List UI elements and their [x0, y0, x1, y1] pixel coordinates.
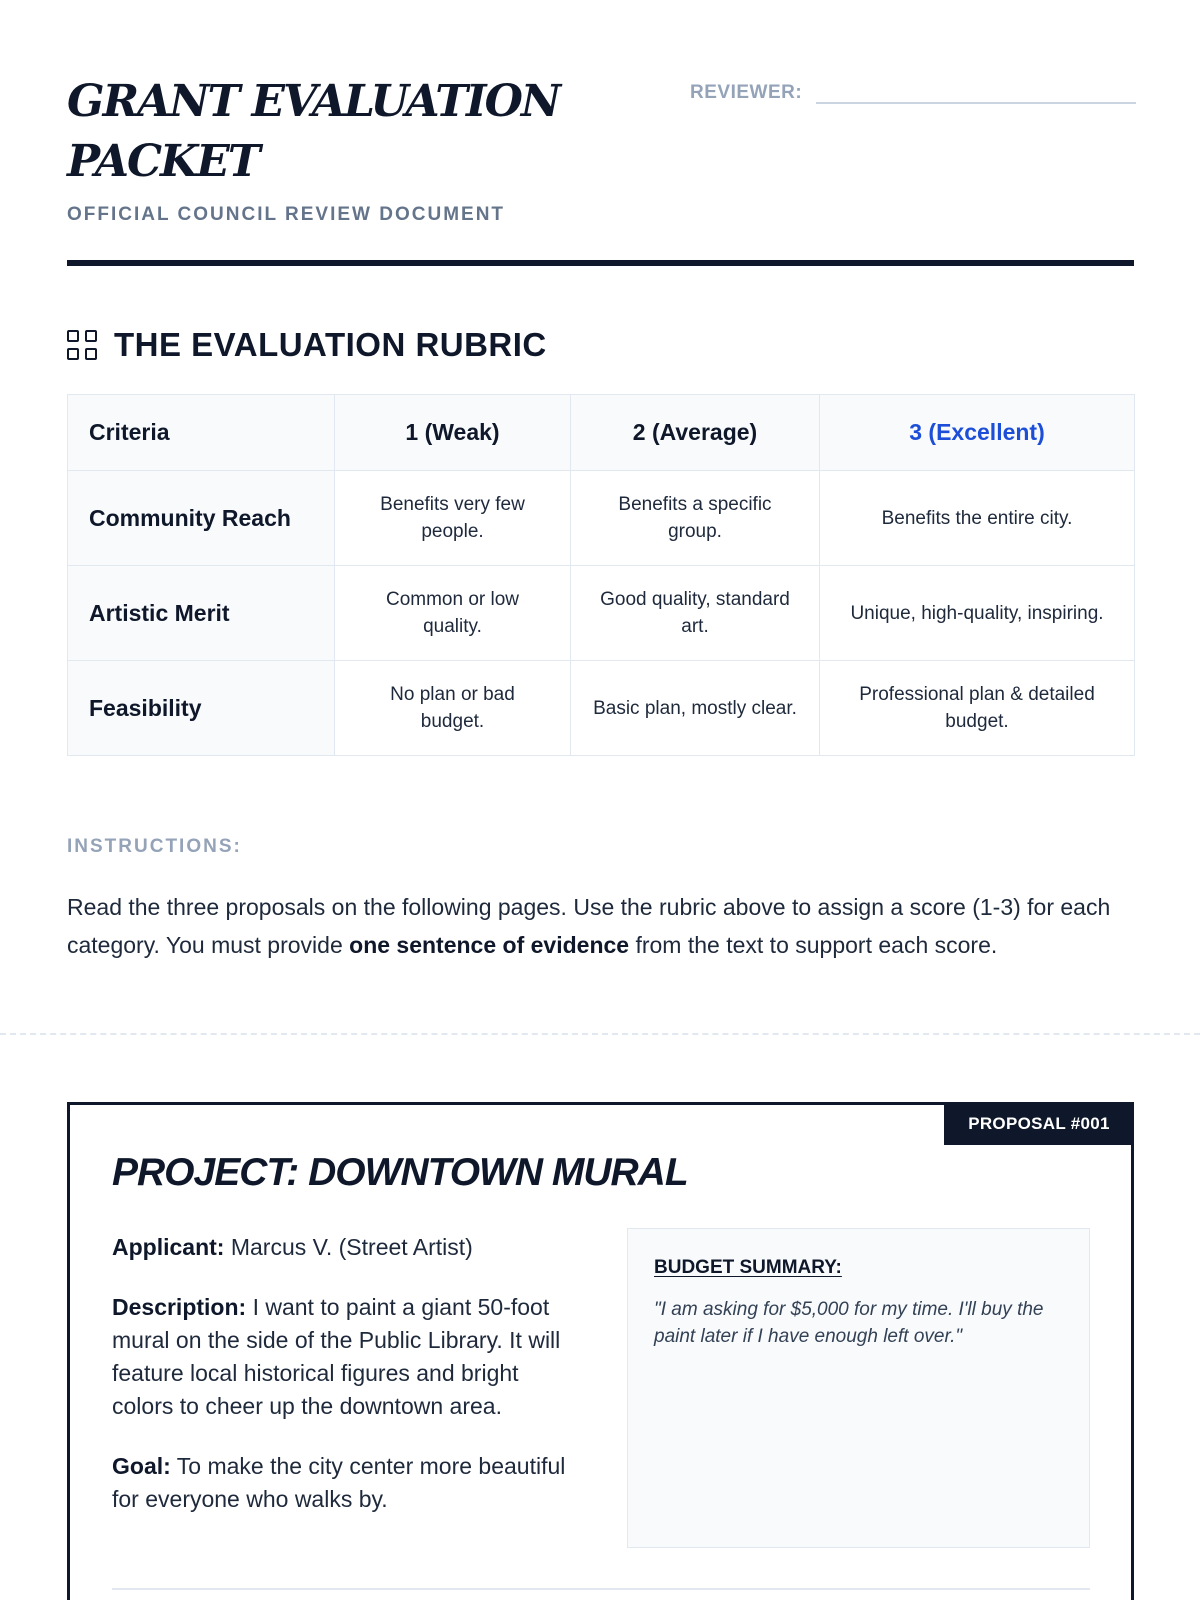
- column-header-average: 2 (Average): [571, 395, 820, 471]
- reviewer-input-line[interactable]: [816, 74, 1136, 104]
- instructions-emphasis: one sentence of evidence: [349, 932, 630, 958]
- instructions-text-end: from the text to support each score.: [629, 932, 998, 958]
- row-criteria: Feasibility: [68, 661, 335, 756]
- budget-summary-box: [627, 1228, 1090, 1548]
- cell-average: Benefits a specific group.: [571, 471, 820, 566]
- instructions-label: INSTRUCTIONS:: [67, 836, 242, 857]
- project-title: PROJECT: DOWNTOWN MURAL: [112, 1151, 688, 1194]
- goal-paragraph: [112, 1450, 572, 1516]
- cell-average: Basic plan, mostly clear.: [571, 661, 820, 756]
- column-header-weak: 1 (Weak): [335, 395, 571, 471]
- header-divider: [67, 260, 1134, 266]
- proposal-number-badge: PROPOSAL #001: [944, 1102, 1134, 1145]
- budget-summary-label: BUDGET SUMMARY:: [654, 1257, 842, 1278]
- table-row: [68, 566, 1135, 661]
- goal-value: To make the city center more beautiful for everyone who walks by.: [112, 1453, 566, 1512]
- description-label: Description:: [112, 1294, 247, 1320]
- reviewer-field-group: [690, 74, 1136, 104]
- table-row: [68, 661, 1135, 756]
- document-header: [67, 72, 1134, 226]
- cell-excellent: Professional plan & detailed budget.: [820, 661, 1135, 756]
- cell-weak: Common or low quality.: [335, 566, 571, 661]
- page-break-divider: [0, 1033, 1200, 1035]
- rubric-table: [67, 394, 1135, 756]
- reviewer-label: REVIEWER:: [690, 82, 803, 103]
- column-header-criteria: Criteria: [68, 395, 335, 471]
- table-row: [68, 471, 1135, 566]
- cell-weak: Benefits very few people.: [335, 471, 571, 566]
- grid-icon: [67, 330, 97, 360]
- row-criteria: Community Reach: [68, 471, 335, 566]
- applicant-label: Applicant:: [112, 1234, 225, 1260]
- proposal-divider: [112, 1588, 1090, 1590]
- description-paragraph: [112, 1291, 572, 1423]
- cell-excellent: Benefits the entire city.: [820, 471, 1135, 566]
- instructions-text: [67, 888, 1147, 964]
- applicant-value: Marcus V. (Street Artist): [224, 1234, 473, 1260]
- cell-average: Good quality, standard art.: [571, 566, 820, 661]
- cell-weak: No plan or bad budget.: [335, 661, 571, 756]
- instructions-text-start: Read the three proposals on the following pages. Use the rubric above to assign a score (1-3) for each category. You must provide: [67, 894, 1111, 958]
- description-value: I want to paint a giant 50-foot mural on the side of the Public Library. It will feature local historical figures and bright colors to cheer up the downtown area.: [112, 1294, 561, 1419]
- rubric-header-row: [68, 395, 1135, 471]
- row-criteria: Artistic Merit: [68, 566, 335, 661]
- rubric-section-header: [67, 326, 547, 364]
- column-header-excellent: 3 (Excellent): [820, 395, 1135, 471]
- document-title: GRANT EVALUATION PACKET: [67, 76, 560, 187]
- applicant-line: [112, 1231, 572, 1264]
- proposal-card: [67, 1102, 1134, 1600]
- document-subtitle: OFFICIAL COUNCIL REVIEW DOCUMENT: [67, 204, 506, 225]
- cell-excellent: Unique, high-quality, inspiring.: [820, 566, 1135, 661]
- goal-label: Goal:: [112, 1453, 171, 1479]
- proposal-details: [112, 1231, 572, 1543]
- budget-quote: "I am asking for $5,000 for my time. I'll buy the paint later if I have enough left over.": [654, 1299, 1044, 1347]
- rubric-section-title: THE EVALUATION RUBRIC: [114, 326, 547, 363]
